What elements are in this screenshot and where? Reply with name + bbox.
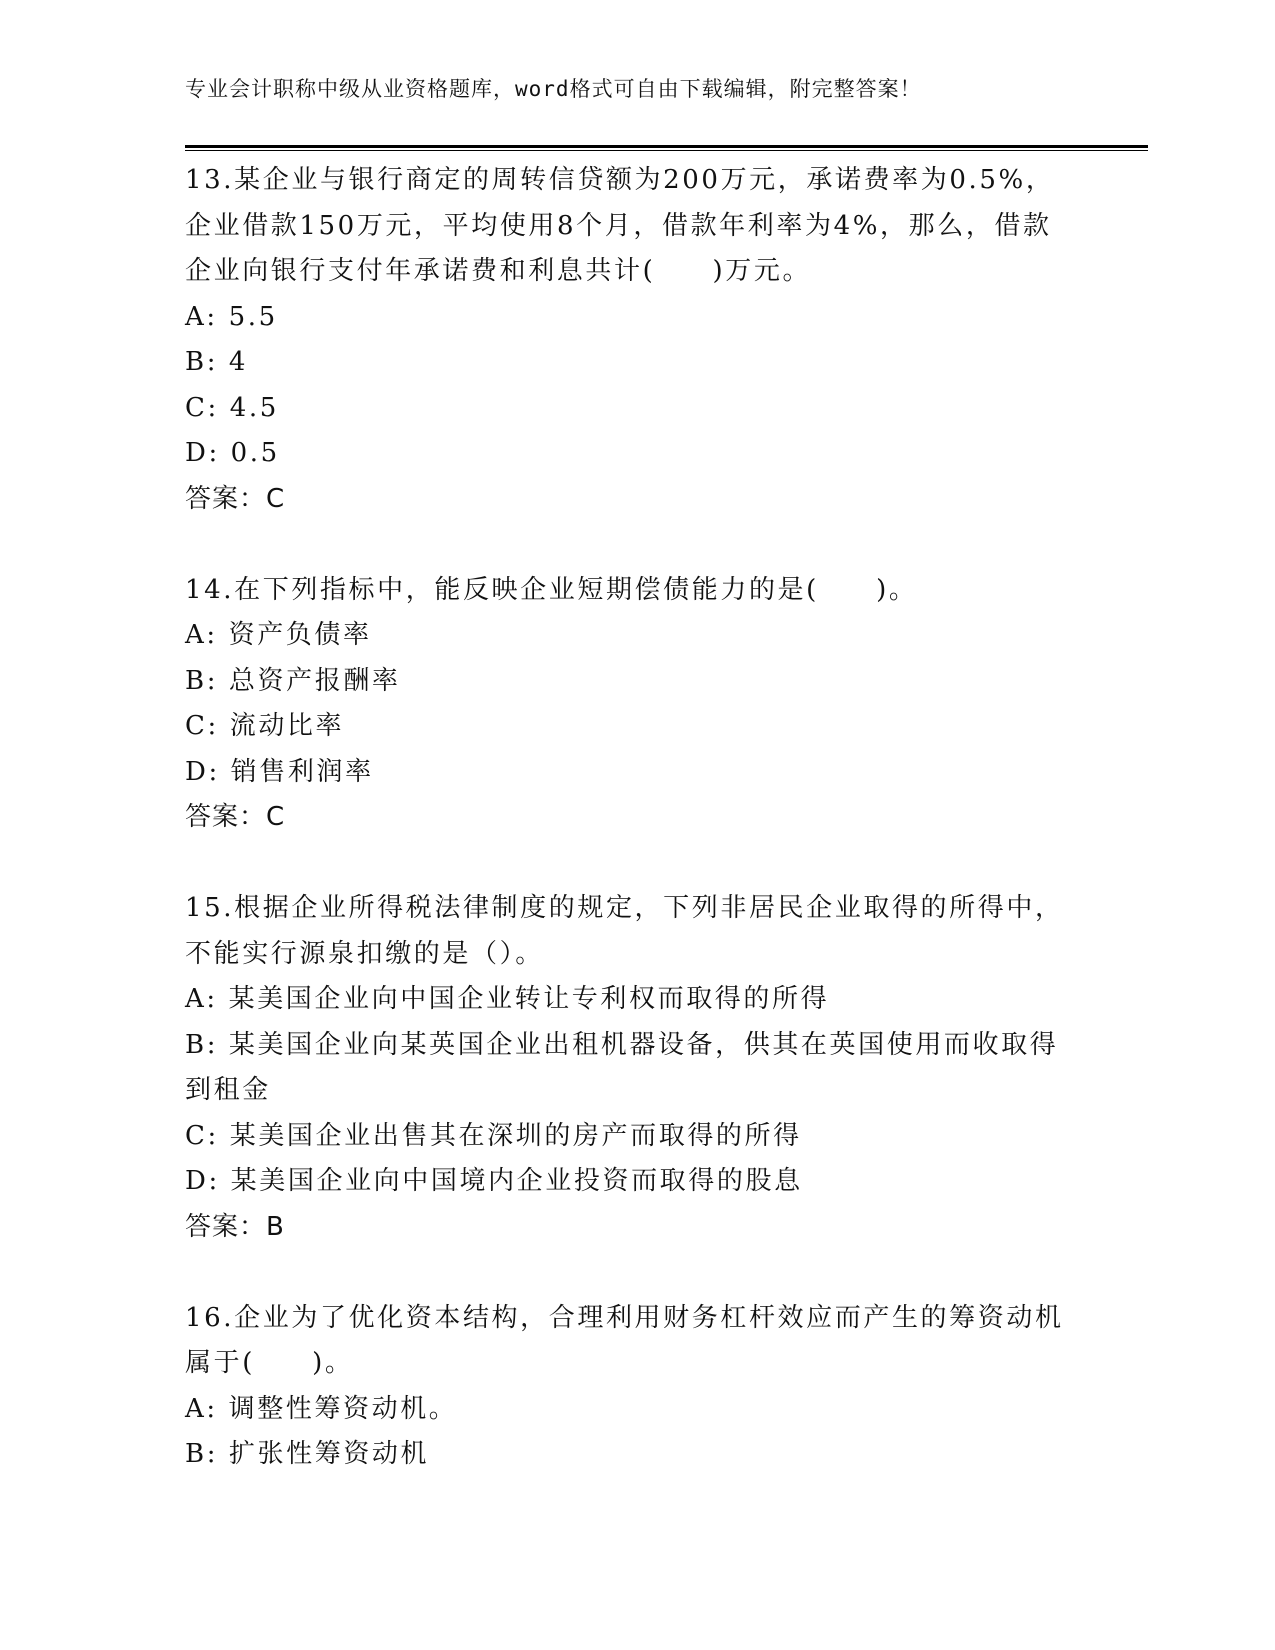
- answer-label: 答案：B: [185, 1211, 285, 1242]
- option-d: D: 销售利润率: [185, 756, 374, 787]
- option-c: C: 流动比率: [185, 711, 345, 741]
- header-rule-thin: [185, 150, 1148, 151]
- question-stem-line: 企业借款150万元，平均使用8个月，借款年利率为4%，那么，借款: [185, 210, 1052, 241]
- question-stem-line: 不能实行源泉扣缴的是（）。: [185, 938, 544, 969]
- question-stem-line: 15.根据企业所得税法律制度的规定，下列非居民企业取得的所得中，: [185, 893, 1064, 923]
- question-stem-line: 13.某企业与银行商定的周转信贷额为200万元，承诺费率为0.5%，: [185, 165, 1055, 195]
- option-b: B: 某美国企业向某英国企业出租机器设备，供其在英国使用而收取得: [185, 1029, 1059, 1060]
- page-header: 专业会计职称中级从业资格题库，word格式可自由下载编辑，附完整答案！: [185, 77, 922, 101]
- option-b: B: 扩张性筹资动机: [185, 1439, 430, 1469]
- option-d: D: 0.5: [185, 438, 280, 468]
- question-list: [185, 158, 1085, 1478]
- spacer: [185, 522, 1085, 568]
- header-rule-thick: [185, 145, 1148, 148]
- option-a: A: 某美国企业向中国企业转让专利权而取得的所得: [185, 984, 830, 1014]
- answer-label: 答案：C: [185, 483, 286, 514]
- answer-label: 答案：C: [185, 802, 286, 832]
- spacer: [185, 1250, 1085, 1296]
- question-15: [185, 886, 1085, 1250]
- question-stem-line: 属于( )。: [185, 1348, 354, 1378]
- option-c: C: 某美国企业出售其在深圳的房产而取得的所得: [185, 1120, 802, 1151]
- option-b: B: 4: [185, 347, 249, 377]
- question-stem-line: 14.在下列指标中，能反映企业短期偿债能力的是( )。: [185, 574, 918, 605]
- question-stem-line: 16.企业为了优化资本结构，合理利用财务杠杆效应而产生的筹资动机: [185, 1302, 1064, 1333]
- option-d: D: 某美国企业向中国境内企业投资而取得的股息: [185, 1166, 803, 1196]
- question-14: [185, 568, 1085, 841]
- option-a: A: 调整性筹资动机。: [185, 1393, 458, 1424]
- question-16: [185, 1296, 1085, 1478]
- option-c: C: 4.5: [185, 392, 279, 423]
- question-stem-line: 企业向银行支付年承诺费和利息共计( )万元。: [185, 256, 812, 286]
- option-b: B: 总资产报酬率: [185, 665, 401, 696]
- option-b-continued: 到租金: [185, 1075, 271, 1105]
- option-a: A: 5.5: [185, 301, 278, 332]
- question-13: [185, 158, 1085, 522]
- option-a: A: 资产负债率: [185, 620, 372, 650]
- spacer: [185, 841, 1085, 887]
